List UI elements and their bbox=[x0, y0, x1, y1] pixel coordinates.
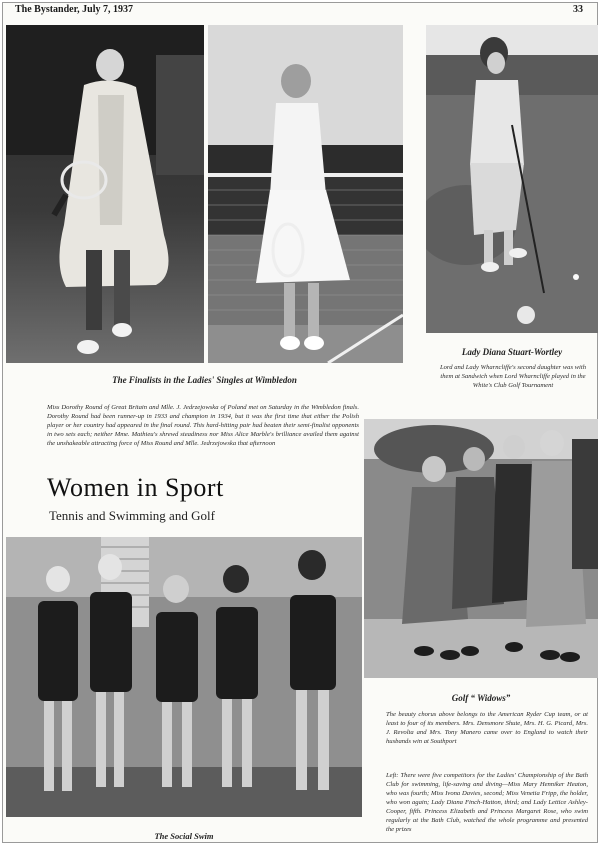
golf-text: The beauty chorus above belongs to the American Ryder Cup team, or at least to four of its members. Mrs. Densmore Shute, Mrs. H. G. Picard, Mrs. J. Revolta and Mrs. Tony Manero came over to England to watch their husbands win at Southport bbox=[386, 711, 588, 745]
page-number: 33 bbox=[573, 4, 583, 15]
feature-title: Women in Sport bbox=[47, 473, 224, 502]
photo-lady-diana bbox=[426, 25, 598, 333]
wimbledon-text: Miss Dorothy Round of Great Britain and Mlle. J. Jedrzejowska of Poland met on Saturday in the Wimbledon finals. Dorothy Round had been runner-up in 1933 and champion in 1934, but it was the first time that either the Polish player or her country had appeared in the final round. This hard-hitting pair had beaten their semi-finalist opponents in two sets each; neither Mme. Mathieu's shrewd steadiness nor Miss Alice Marble's brilliance availed them against the unshakeable attracting force of Miss Round and Mlle. Jedrzejowska that afternoon bbox=[47, 404, 359, 447]
swim-caption: The Social Swim bbox=[154, 831, 214, 841]
lady-diana-caption: Lady Diana Stuart-Wortley bbox=[461, 347, 563, 357]
magazine-page bbox=[2, 2, 598, 843]
golf-caption: Golf “ Widows” bbox=[451, 693, 511, 703]
lady-diana-text: Lord and Lady Wharncliffe's second daughter was with them at Sandwich when Lord Wharncliffe played in the White's Club Golf Tournament bbox=[439, 364, 587, 389]
feature-subtitle: Tennis and Swimming and Golf bbox=[49, 508, 215, 523]
wimbledon-caption: The Finalists in the Ladies' Singles at Wimbledon bbox=[112, 375, 297, 385]
photo-golf-widows bbox=[364, 419, 598, 678]
publication-line: The Bystander, July 7, 1937 bbox=[15, 4, 133, 15]
photo-social-swim bbox=[6, 537, 362, 817]
photo-dorothy-round bbox=[6, 25, 204, 363]
swim-text: Left: There were five competitors for the Ladies' Championship of the Bath Club for swimming, life-saving and diving—Miss Mary Henniker Heaton, who was fourth; Miss Ivona Davies, second; Miss Venetia Fripp, the holder, who won again; Lady Diana Finch-Hatton, third; and Lady Lettice Ashley-Cooper, fifth. Princess Elizabeth and Princess Margaret Rose, who swim regularly at the Bath Club, watched the whole programme and presented the prizes bbox=[386, 772, 588, 833]
page-header bbox=[15, 3, 583, 19]
photo-jedrzejowska bbox=[208, 25, 403, 363]
